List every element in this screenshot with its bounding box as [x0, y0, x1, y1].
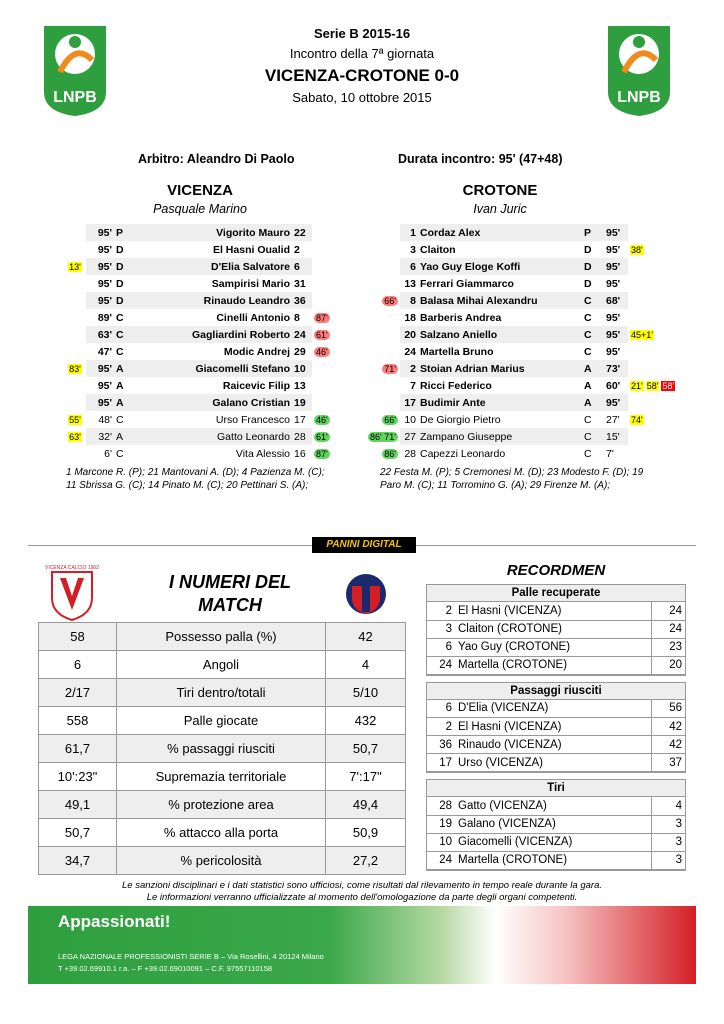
recordmen-value: 3: [651, 851, 685, 869]
recordmen-group: [426, 584, 686, 676]
yellow-card-badge: 58': [646, 380, 659, 391]
home-player-row: [64, 394, 334, 411]
stat-away-value: 4: [326, 651, 406, 679]
player-name: D'Elia Salvatore: [132, 258, 292, 275]
home-player-row: [64, 258, 334, 275]
away-player-row: [360, 241, 698, 258]
recordmen-player: D'Elia (VICENZA): [455, 700, 651, 718]
player-name: Balasa Mihai Alexandru: [418, 292, 582, 309]
recordmen-row: [427, 851, 685, 869]
sub-in-icon: 61': [316, 431, 328, 442]
stat-label: % passaggi riusciti: [117, 735, 326, 763]
recordmen-value: 42: [651, 718, 685, 736]
home-player-row: [64, 224, 334, 241]
player-name: Budimir Ante: [418, 394, 582, 411]
player-minutes: 95': [604, 258, 628, 275]
player-position: C: [584, 345, 592, 358]
stat-home-value: 61,7: [39, 735, 117, 763]
player-name: Cinelli Antonio: [216, 311, 290, 324]
home-coach: Pasquale Marino: [153, 202, 247, 216]
recordmen-number: 2: [427, 602, 455, 620]
recordmen-number: 36: [427, 736, 455, 754]
player-number: 22: [292, 224, 312, 241]
player-position: D: [582, 258, 604, 275]
home-player-row: [64, 309, 334, 326]
stat-row: [39, 819, 406, 847]
recordmen-row: [427, 602, 685, 620]
player-number: 10: [292, 360, 312, 377]
player-position: A: [114, 394, 132, 411]
player-name: Galano Cristian: [132, 394, 292, 411]
recordmen-number: 2: [427, 718, 455, 736]
svg-text:VICENZA CALCIO 1902: VICENZA CALCIO 1902: [45, 565, 99, 571]
away-coach: Ivan Juric: [473, 202, 527, 216]
recordmen-value: 3: [651, 815, 685, 833]
recordmen-player: El Hasni (VICENZA): [455, 718, 651, 736]
player-number: 17: [400, 394, 418, 411]
duration: Durata incontro: 95' (47+48): [398, 152, 563, 166]
recordmen-number: 24: [427, 851, 455, 869]
player-position: D: [584, 243, 592, 256]
stat-away-value: 5/10: [326, 679, 406, 707]
player-name: Modic Andrej: [223, 345, 290, 358]
player-position: C: [584, 413, 592, 426]
player-position: C: [116, 345, 124, 358]
stat-row: [39, 735, 406, 763]
player-name: Gatto Leonardo: [132, 428, 292, 445]
match-title: VICENZA-CROTONE 0-0: [264, 66, 460, 85]
recordmen-player: Martella (CROTONE): [455, 851, 651, 869]
away-team-name: CROTONE: [462, 182, 538, 199]
stat-label: Tiri dentro/totali: [117, 679, 326, 707]
recordmen-number: 10: [427, 833, 455, 851]
player-position: D: [116, 277, 124, 290]
away-player-row: [360, 292, 698, 309]
player-minutes: 95': [86, 292, 114, 309]
stat-row: [39, 679, 406, 707]
player-name: Giacomelli Stefano: [132, 360, 292, 377]
away-player-row: [360, 224, 698, 241]
stat-away-value: 49,4: [326, 791, 406, 819]
player-number: 20: [400, 326, 418, 343]
player-number: 19: [292, 394, 312, 411]
player-minutes: 95': [604, 394, 628, 411]
player-number: 10: [404, 413, 416, 426]
away-player-row: [360, 326, 698, 343]
recordmen-number: 6: [427, 700, 455, 718]
recordmen-row: [427, 754, 685, 772]
recordmen-title: RECORDMEN: [506, 562, 606, 579]
home-player-row: [64, 241, 334, 258]
player-number: 7: [410, 379, 416, 392]
player-number: 29: [294, 345, 306, 358]
sub-out-icon: 46': [316, 346, 328, 357]
player-minutes: 6': [104, 447, 112, 460]
player-number: 8: [400, 292, 418, 309]
recordmen-row: [427, 833, 685, 851]
player-position: C: [114, 326, 132, 343]
away-player-row: [360, 394, 698, 411]
stat-row: [39, 707, 406, 735]
player-position: A: [114, 428, 132, 445]
player-number: 31: [294, 277, 306, 290]
home-team-name: VICENZA: [167, 182, 233, 199]
recordmen-player: Yao Guy (CROTONE): [455, 638, 651, 656]
player-position: C: [584, 311, 592, 324]
match-date: Sabato, 10 ottobre 2015: [292, 90, 432, 105]
player-name: Stoian Adrian Marius: [418, 360, 582, 377]
player-number: 13: [404, 277, 416, 290]
player-minutes: 15': [604, 428, 628, 445]
recordmen-value: 24: [651, 602, 685, 620]
home-player-row: [64, 326, 334, 343]
player-minutes: 48': [98, 413, 112, 426]
recordmen-group-title: Passaggi riusciti: [427, 683, 685, 700]
recordmen-row: [427, 638, 685, 656]
player-position: D: [116, 243, 124, 256]
recordmen-player: Gatto (VICENZA): [455, 797, 651, 815]
stat-home-value: 2/17: [39, 679, 117, 707]
stat-home-value: 10':23": [39, 763, 117, 791]
footer-slogan: Appassionati!: [58, 912, 171, 931]
sub-in-icon: 46': [316, 414, 328, 425]
home-roster: [64, 224, 334, 462]
recordmen-value: 42: [651, 736, 685, 754]
recordmen-group: [426, 682, 686, 774]
player-number: 3: [410, 243, 416, 256]
away-player-row: [360, 258, 698, 275]
stat-home-value: 49,1: [39, 791, 117, 819]
player-number: 18: [404, 311, 416, 324]
stat-label: % attacco alla porta: [117, 819, 326, 847]
away-player-row: [360, 309, 698, 326]
stat-away-value: 50,7: [326, 735, 406, 763]
player-name: Claiton: [420, 243, 456, 256]
player-minutes: 32': [86, 428, 114, 445]
player-number: 13: [294, 379, 306, 392]
player-number: 6: [292, 258, 312, 275]
sub-out-icon: 87': [316, 312, 328, 323]
recordmen-row: [427, 700, 685, 718]
player-name: Urso Francesco: [215, 413, 290, 426]
away-player-row: [360, 377, 698, 394]
player-minutes: 95': [606, 311, 621, 324]
player-name: El Hasni Oualid: [212, 243, 290, 256]
stat-row: [39, 651, 406, 679]
yellow-card-badge: 45+1': [631, 329, 653, 340]
player-position: C: [582, 292, 604, 309]
away-player-row: [360, 275, 698, 292]
player-number: 24: [404, 345, 416, 358]
player-position: C: [116, 413, 124, 426]
player-minutes: 95': [97, 243, 112, 256]
player-number: 2: [294, 243, 300, 256]
yellow-card-badge: 74': [631, 414, 643, 425]
disclaimer-line-1: Le sanzioni disciplinari e i dati statistici sono ufficiosi, come risultati dal rilevamento in tempo reale durante la gara.: [122, 880, 602, 891]
player-name: Barberis Andrea: [420, 311, 502, 324]
competition-title: Serie B 2015-16: [313, 26, 411, 41]
numeri-title: I NUMERI DEL MATCH: [168, 572, 291, 615]
player-minutes: 95': [606, 243, 621, 256]
stat-away-value: 27,2: [326, 847, 406, 875]
yellow-card-badge: 63': [69, 431, 81, 442]
home-player-row: [64, 275, 334, 292]
away-player-row: [360, 360, 698, 377]
recordmen-value: 24: [651, 620, 685, 638]
home-player-row: [64, 360, 334, 377]
away-player-row: [360, 411, 698, 428]
recordmen-group-title: Palle recuperate: [427, 585, 685, 602]
home-bench: 1 Marcone R. (P); 21 Mantovani A. (D); 4 Pazienza M. (C); 11 Sbrissa G. (C); 14 Pinato M. (C); 20 Pettinari S. (A);: [66, 467, 325, 491]
player-minutes: 7': [606, 447, 614, 460]
stat-row: [39, 791, 406, 819]
footer-address: LEGA NAZIONALE PROFESSIONISTI SERIE B – Via Rosellini, 4 20124 Milano: [58, 952, 324, 961]
recordmen-number: 3: [427, 620, 455, 638]
player-position: D: [114, 292, 132, 309]
yellow-card-badge: 38': [631, 244, 643, 255]
player-minutes: 95': [606, 345, 621, 358]
player-name: Salzano Aniello: [418, 326, 582, 343]
recordmen-value: 3: [651, 833, 685, 851]
player-name: Gagliardini Roberto: [132, 326, 292, 343]
player-number: 1: [400, 224, 418, 241]
player-name: Cordaz Alex: [418, 224, 582, 241]
home-player-row: [64, 445, 334, 462]
recordmen-value: 23: [651, 638, 685, 656]
stat-away-value: 7':17": [326, 763, 406, 791]
recordmen-group: [426, 779, 686, 871]
yellow-card-badge: 55': [69, 414, 81, 425]
player-minutes: 68': [604, 292, 628, 309]
sub-out-icon: 71': [384, 363, 396, 374]
recordmen-player: Claiton (CROTONE): [455, 620, 651, 638]
home-player-row: [64, 428, 334, 445]
away-player-row: [360, 428, 698, 445]
recordmen-panel: [426, 584, 686, 877]
recordmen-value: 56: [651, 700, 685, 718]
player-name: Vita Alessio: [235, 447, 290, 460]
sub-in-icon: 86': [384, 448, 396, 459]
recordmen-value: 20: [651, 656, 685, 674]
player-name: De Giorgio Pietro: [420, 413, 501, 426]
away-player-row: [360, 445, 698, 462]
stat-label: Supremazia territoriale: [117, 763, 326, 791]
stat-row: [39, 847, 406, 875]
away-roster: [360, 224, 698, 462]
player-position: A: [584, 379, 592, 392]
player-position: C: [582, 428, 604, 445]
home-player-row: [64, 343, 334, 360]
player-position: P: [114, 224, 132, 241]
home-player-row: [64, 292, 334, 309]
player-position: C: [582, 326, 604, 343]
recordmen-player: Rinaudo (VICENZA): [455, 736, 651, 754]
round-label: Incontro della 7ª giornata: [289, 46, 435, 61]
player-number: 17: [294, 413, 306, 426]
player-position: D: [114, 258, 132, 275]
player-position: C: [116, 311, 124, 324]
player-position: A: [114, 360, 132, 377]
player-number: 28: [292, 428, 312, 445]
recordmen-number: 28: [427, 797, 455, 815]
stat-label: Palle giocate: [117, 707, 326, 735]
player-name: Ricci Federico: [420, 379, 492, 392]
player-name: Martella Bruno: [420, 345, 494, 358]
player-minutes: 95': [604, 224, 628, 241]
match-stats-table: [38, 622, 406, 875]
recordmen-value: 37: [651, 754, 685, 772]
player-name: Capezzi Leonardo: [420, 447, 506, 460]
sub-in-icon: 87': [316, 448, 328, 459]
player-number: 28: [404, 447, 416, 460]
home-player-row: [64, 411, 334, 428]
player-minutes: 95': [606, 277, 621, 290]
yellow-card-badge: 21': [631, 380, 643, 391]
player-minutes: 95': [86, 258, 114, 275]
player-minutes: 95': [86, 394, 114, 411]
recordmen-player: Galano (VICENZA): [455, 815, 651, 833]
player-minutes: 95': [86, 224, 114, 241]
player-position: P: [582, 224, 604, 241]
crotone-badge: [344, 566, 388, 622]
recordmen-row: [427, 620, 685, 638]
player-minutes: 60': [606, 379, 621, 392]
stat-row: [39, 763, 406, 791]
recordmen-number: 17: [427, 754, 455, 772]
player-number: 36: [292, 292, 312, 309]
player-number: 6: [400, 258, 418, 275]
stat-label: Possesso palla (%): [117, 623, 326, 651]
lnpb-logo-text: LNPB: [53, 89, 97, 106]
player-position: A: [116, 379, 124, 392]
recordmen-group-title: Tiri: [427, 780, 685, 797]
stat-home-value: 6: [39, 651, 117, 679]
player-minutes: 95': [97, 379, 112, 392]
player-position: A: [582, 360, 604, 377]
panini-logo: PANINI DIGITAL: [312, 537, 416, 553]
recordmen-number: 19: [427, 815, 455, 833]
sub-out-icon: 66': [384, 295, 396, 306]
player-minutes: 89': [97, 311, 112, 324]
player-number: 27: [400, 428, 418, 445]
player-number: 8: [294, 311, 300, 324]
player-name: Vigorito Mauro: [132, 224, 292, 241]
recordmen-player: Giacomelli (VICENZA): [455, 833, 651, 851]
recordmen-player: Martella (CROTONE): [455, 656, 651, 674]
stat-row: [39, 623, 406, 651]
sub-out-icon: 61': [316, 329, 328, 340]
player-name: Yao Guy Eloge Koffi: [418, 258, 582, 275]
away-player-row: [360, 343, 698, 360]
stat-label: % pericolosità: [117, 847, 326, 875]
player-minutes: 95': [604, 326, 628, 343]
recordmen-number: 24: [427, 656, 455, 674]
sub-in-icon: 86' 71': [370, 431, 396, 442]
disclaimer-line-2: Le informazioni verranno ufficializzate al momento dell'omologazione da parte degli organi competenti.: [146, 892, 578, 903]
player-position: C: [584, 447, 592, 460]
referee: Arbitro: Aleandro Di Paolo: [138, 152, 295, 166]
player-name: Sampirisi Mario: [211, 277, 290, 290]
lnpb-logo-text: LNPB: [617, 89, 661, 106]
player-name: Raicevic Filip: [222, 379, 290, 392]
recordmen-player: Urso (VICENZA): [455, 754, 651, 772]
player-number: 16: [294, 447, 306, 460]
recordmen-row: [427, 815, 685, 833]
stat-away-value: 42: [326, 623, 406, 651]
recordmen-row: [427, 736, 685, 754]
lnpb-logo-left: [40, 22, 110, 118]
player-minutes: 95': [86, 360, 114, 377]
player-position: C: [116, 447, 124, 460]
recordmen-row: [427, 797, 685, 815]
player-name: Ferrari Giammarco: [420, 277, 514, 290]
home-player-row: [64, 377, 334, 394]
recordmen-row: [427, 656, 685, 674]
recordmen-player: El Hasni (VICENZA): [455, 602, 651, 620]
recordmen-number: 6: [427, 638, 455, 656]
red-card-badge: 58': [662, 380, 675, 391]
player-number: 24: [292, 326, 312, 343]
recordmen-value: 4: [651, 797, 685, 815]
player-minutes: 47': [97, 345, 112, 358]
yellow-card-badge: 83': [69, 363, 81, 374]
stat-home-value: 34,7: [39, 847, 117, 875]
player-name: Rinaudo Leandro: [132, 292, 292, 309]
recordmen-row: [427, 718, 685, 736]
footer-contacts: T +39.02.69910.1 r.a. – F +39.02.69010091 – C.F. 97557110158: [58, 964, 273, 973]
stat-away-value: 50,9: [326, 819, 406, 847]
player-number: 2: [400, 360, 418, 377]
away-bench: 22 Festa M. (P); 5 Cremonesi M. (D); 23 Modesto F. (D); 19 Paro M. (C); 11 Torromino G. (A); 29 Firenze M. (A);: [380, 467, 644, 491]
sub-in-icon: 66': [384, 414, 396, 425]
player-minutes: 63': [86, 326, 114, 343]
vicenza-badge: [45, 562, 99, 622]
player-position: A: [582, 394, 604, 411]
player-minutes: 27': [606, 413, 620, 426]
player-minutes: 95': [97, 277, 112, 290]
stat-home-value: 58: [39, 623, 117, 651]
player-name: Zampano Giuseppe: [418, 428, 582, 445]
footer-banner: [28, 906, 696, 984]
stat-label: % protezione area: [117, 791, 326, 819]
lnpb-logo-right: [604, 22, 674, 118]
stat-label: Angoli: [117, 651, 326, 679]
stat-home-value: 558: [39, 707, 117, 735]
yellow-card-badge: 13': [69, 261, 81, 272]
stat-home-value: 50,7: [39, 819, 117, 847]
player-minutes: 73': [604, 360, 628, 377]
player-position: D: [584, 277, 592, 290]
stat-away-value: 432: [326, 707, 406, 735]
